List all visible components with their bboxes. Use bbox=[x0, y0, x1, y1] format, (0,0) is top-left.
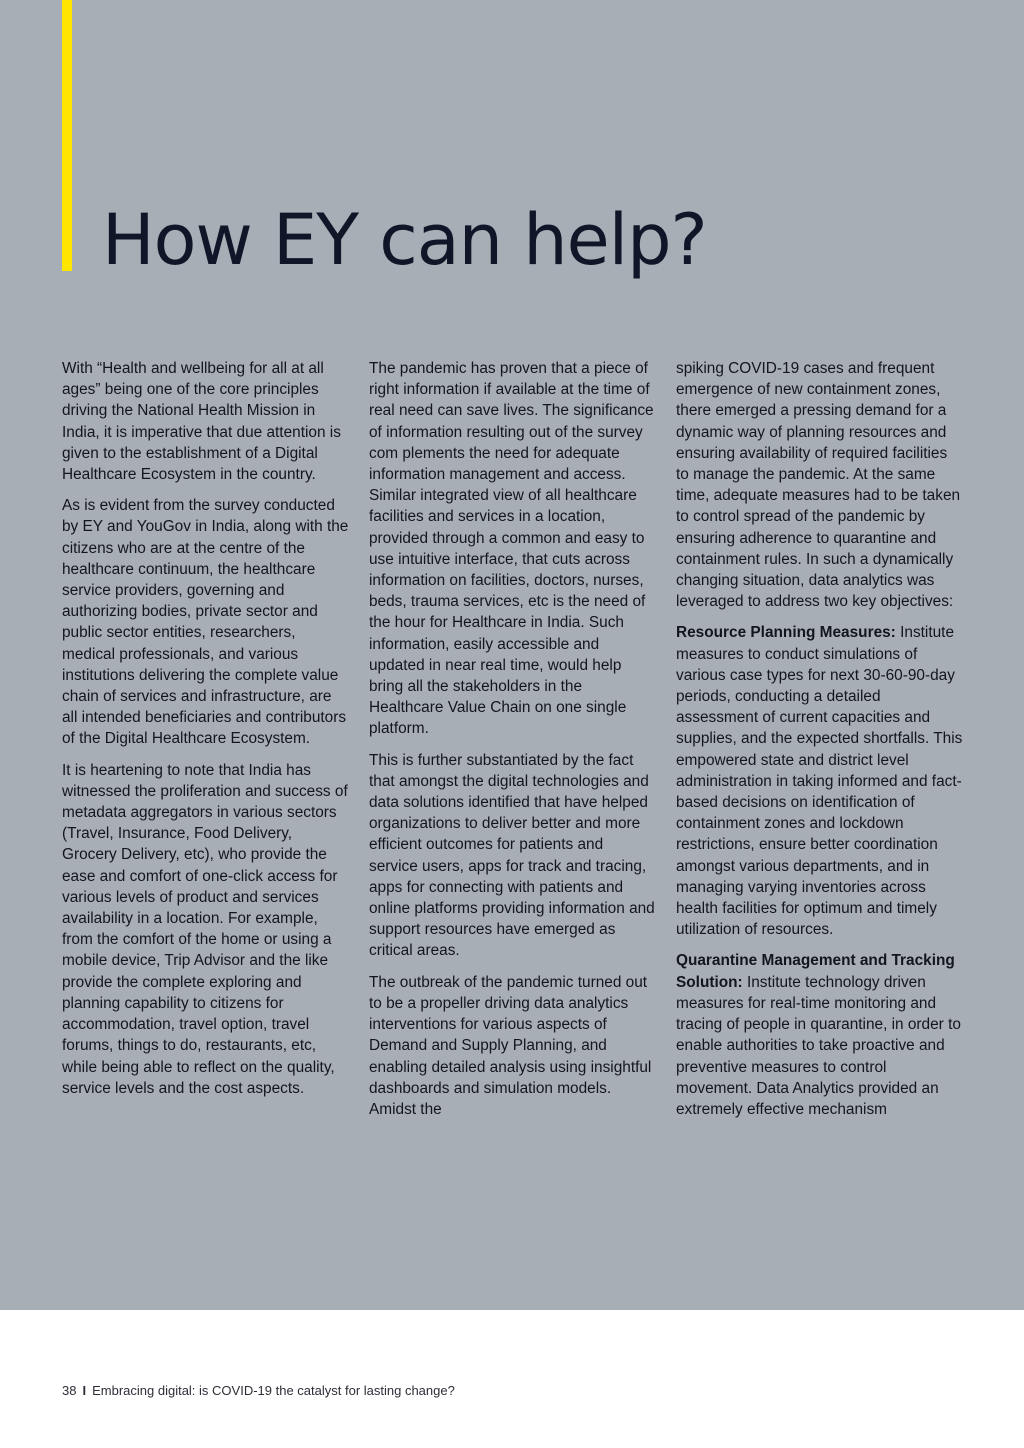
paragraph: With “Health and wellbeing for all at all ages” being one of the core principles driving the National Health Mission in India, it is imperative that due attention is given to the establishment of a Digital Healthcare Ecosystem in the country. bbox=[62, 360, 341, 484]
paragraph: This is further substantiated by the fact that amongst the digital technologies and data solutions identified that have helped organizations to deliver better and more efficient outcomes for patients and service users, apps for track and tracing, apps for connecting with patients and online platforms providing information and support resources have emerged as critical areas. bbox=[369, 751, 655, 960]
paragraph: It is heartening to note that India has witnessed the proliferation and success of metadata aggregators in various sectors (Travel, Insurance, Food Delivery, Grocery Delivery, etc), who provide the ease and comfort of one-click access for various levels of product and services availability in a location. For example, from the comfort of the home or using a mobile device, Trip Advisor and the like provide the complete exploring and planning capability to citizens for accommodation, travel option, travel forums, things to do, restaurants, etc, while being able to reflect on the quality, service levels and the cost aspects. bbox=[62, 761, 348, 1097]
footer-separator: I bbox=[82, 1383, 87, 1398]
accent-bar bbox=[62, 0, 72, 271]
page-footer bbox=[62, 1383, 455, 1398]
footer-title: Embracing digital: is COVID-19 the catalyst for lasting change? bbox=[92, 1383, 455, 1398]
paragraph-heading: Quarantine Management and Tracking Solution: bbox=[676, 952, 955, 991]
page-title: How EY can help? bbox=[102, 199, 707, 281]
paragraph bbox=[676, 950, 963, 1120]
paragraph: spiking COVID-19 cases and frequent emergence of new containment zones, there emerged a pressing demand for a dynamic way of planning resources and ensuring availability of required facilities to manage the pandemic. At the same time, adequate measures had to be taken to control spread of the pandemic by ensuring adherence to quarantine and containment rules. In such a dynamically changing situation, data analytics was leveraged to address two key objectives: bbox=[676, 360, 961, 611]
paragraph-body: Institute technology driven measures for real-time monitoring and tracing of people in quarantine, in order to enable authorities to take proactive and preventive measures to control movement. Data Analytics provided an extremely effective mechanism bbox=[676, 973, 961, 1118]
paragraph: The pandemic has proven that a piece of right information if available at the time of real need can save lives. The significance of information resulting out of the survey com plements the need for adequate information management and access. Similar integrated view of all healthcare facilities and services in a location, provided through a common and easy to use intuitive interface, that cuts across information on facilities, doctors, nurses, beds, trauma services, etc is the need of the hour for Healthcare in India. Such information, easily accessible and updated in near real time, would help bring all the stakeholders in the Healthcare Value Chain on one single platform. bbox=[369, 360, 654, 738]
text-column-3 bbox=[676, 358, 963, 1130]
paragraph: The outbreak of the pandemic turned out to be a propeller driving data analytics interventions for various aspects of Demand and Supply Planning, and enabling detailed analysis using insightful dashboards and simulation models. Amidst the bbox=[369, 973, 652, 1118]
page-number: 38 bbox=[62, 1383, 77, 1398]
paragraph-body: Institute measures to conduct simulations of various case types for next 30-60-90-day periods, conducting a detailed assessment of current capacities and supplies, and the expected shortfalls. This empowered state and district level administration in taking informed and fact-based decisions on identification of containment zones and lockdown restrictions, ensure better coordination amongst various departments, and in managing varying inventories across health facilities for optimum and timely utilization of resources. bbox=[676, 624, 963, 939]
paragraph-heading: Resource Planning Measures: bbox=[676, 624, 896, 642]
paragraph bbox=[676, 622, 963, 940]
text-column-2 bbox=[369, 358, 656, 1130]
text-column-1 bbox=[62, 358, 349, 1109]
paragraph: As is evident from the survey conducted by EY and YouGov in India, along with the citizens who are at the centre of the healthcare continuum, the healthcare service providers, governing and authorizing bodies, private sector and public sector entities, researchers, medical professionals, and various institutions delivering the complete value chain of services and infrastructure, are all intended beneficiaries and contributors of the Digital Healthcare Ecosystem. bbox=[62, 497, 349, 748]
